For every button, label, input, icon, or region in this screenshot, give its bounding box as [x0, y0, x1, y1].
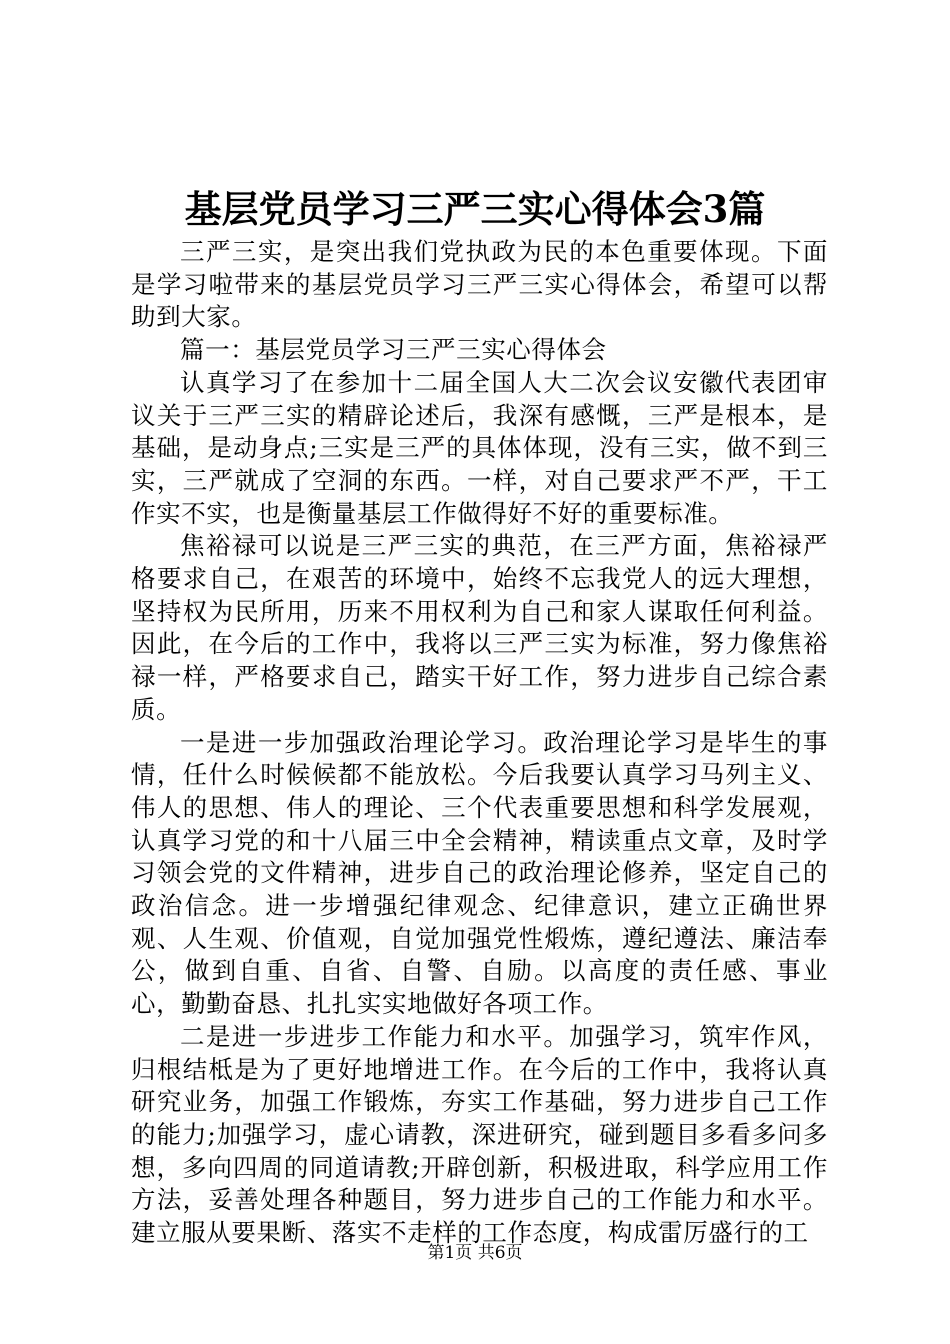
page-number-footer: 第1页 共6页	[427, 1243, 523, 1263]
intro-paragraph: 三严三实，是突出我们党执政为民的本色重要体现。下面是学习啦带来的基层党员学习三严三实心得体会，希望可以帮助到大家。	[131, 237, 828, 332]
body-paragraph: 认真学习了在参加十二届全国人大二次会议安徽代表团审议关于三严三实的精辟论述后，我深有感慨，三严是根本，是基础，是动身点;三实是三严的具体体现，没有三实，做不到三实，三严就成了空洞的东西。一样，对自己要求严不严，干工作实不实，也是衡量基层工作做得好不好的重要标准。	[131, 367, 828, 528]
body-paragraph: 焦裕禄可以说是三严三实的典范，在三严方面，焦裕禄严格要求自己，在艰苦的环境中，始终不忘我党人的远大理想，坚持权为民所用，历来不用权利为自己和家人谋取任何利益。因此，在今后的工作中，我将以三严三实为标准，努力像焦裕禄一样，严格要求自己，踏实干好工作，努力进步自己综合素质。	[131, 531, 828, 724]
body-paragraph: 二是进一步进步工作能力和水平。加强学习，筑牢作风，归根结柢是为了更好地增进工作。在今后的工作中，我将认真研究业务，加强工作锻炼，夯实工作基础，努力进步自己工作的能力;加强学习，虚心请教，深进研究，碰到题目多看多问多想，多向四周的同道请教;开辟创新，积极进取，科学应用工作方法，妥善处理各种题目，努力进步自己的工作能力和水平。建立服从要果断、落实不走样的工作态度，构成雷厉盛行的工	[131, 1021, 828, 1248]
section-heading: 篇一：基层党员学习三严三实心得体会	[180, 335, 607, 365]
body-paragraph: 一是进一步加强政治理论学习。政治理论学习是毕生的事情，任什么时候候都不能放松。今后我要认真学习马列主义、伟人的思想、伟人的理论、三个代表重要思想和科学发展观，认真学习党的和十八届三中全会精神，精读重点文章，及时学习领会党的文件精神，进步自己的政治理论修养，坚定自己的政治信念。进一步增强纪律观念、纪律意识，建立正确世界观、人生观、价值观，自觉加强党性煅炼，遵纪遵法、廉洁奉公，做到自重、自省、自警、自励。以高度的责任感、事业心，勤勤奋恳、扎扎实实地做好各项工作。	[131, 727, 828, 1019]
document-title: 基层党员学习三严三实心得体会3篇	[184, 187, 766, 231]
document-body	[131, 236, 828, 1250]
